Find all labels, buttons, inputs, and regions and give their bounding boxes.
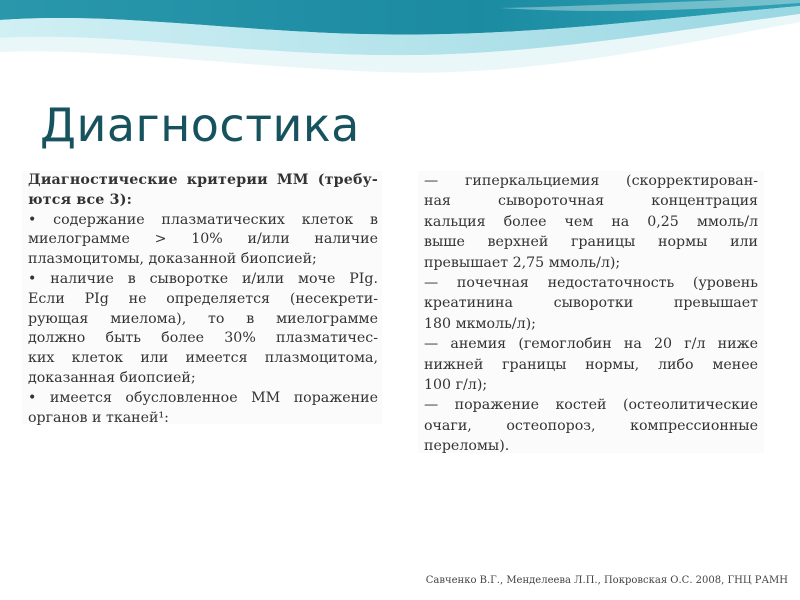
organ-damage-item — [424, 171, 758, 273]
text-line: — поражение костей (остеолитические — [424, 397, 758, 414]
text-line: миелограмме > 10% и/или наличие — [28, 231, 378, 248]
criteria-item — [28, 270, 378, 389]
left-column-criteria — [22, 171, 382, 424]
text-line: • имеется обусловленное ММ поражение — [28, 389, 378, 406]
decorative-wave-header — [0, 0, 800, 95]
text-line: переломы). — [424, 438, 510, 455]
right-column-organ-damage — [418, 171, 764, 453]
text-line: ких клеток или имеется плазмоцитома, — [28, 350, 378, 367]
criteria-heading — [28, 171, 378, 211]
text-line: очаги, остеопороз, компрессионные — [424, 417, 758, 434]
text-line: • содержание плазматических клеток в — [28, 211, 378, 228]
text-line: — гиперкальциемия (скорректирован- — [424, 173, 758, 189]
text-line: органов и тканей¹: — [28, 409, 169, 426]
text-line: выше верхней границы нормы или — [424, 234, 758, 251]
text-line: должно быть более 30% плазматичес- — [28, 330, 378, 347]
text-line: 100 г/л); — [424, 377, 488, 394]
text-line: кальция более чем на 0,25 ммоль/л — [424, 213, 758, 230]
text-line: 180 мкмоль/л); — [424, 315, 536, 332]
text-line: плазмоцитомы, доказанной биопсией; — [28, 251, 317, 268]
text-line: превышает 2,75 ммоль/л); — [424, 254, 621, 271]
source-citation: Савченко В.Г., Менделеева Л.П., Покровская О.С. 2008, ГНЦ РАМН — [425, 575, 788, 586]
text-line: • наличие в сыворотке и/или моче PIg. — [28, 270, 378, 287]
organ-damage-item — [424, 273, 758, 334]
text-line: рующая миелома), то в миелограмме — [28, 310, 378, 327]
text-line: Если PIg не определяется (несекрети- — [28, 290, 378, 307]
heading-line: ются все 3): — [28, 191, 133, 208]
text-line: нижней границы нормы, либо менее — [424, 356, 758, 373]
text-line: доказанная биопсией; — [28, 369, 196, 386]
text-line: — почечная недостаточность (уровень — [424, 275, 758, 292]
criteria-item — [28, 389, 378, 429]
heading-line: Диагностические критерии ММ (требу- — [28, 172, 378, 188]
slide-title: Диагностика — [40, 98, 360, 152]
text-line: креатинина сыворотки превышает — [424, 295, 758, 312]
organ-damage-item — [424, 395, 758, 456]
organ-damage-item — [424, 334, 758, 395]
text-line: ная сывороточная концентрация — [424, 193, 758, 210]
text-line: — анемия (гемоглобин на 20 г/л ниже — [424, 336, 758, 353]
criteria-item — [28, 211, 378, 270]
